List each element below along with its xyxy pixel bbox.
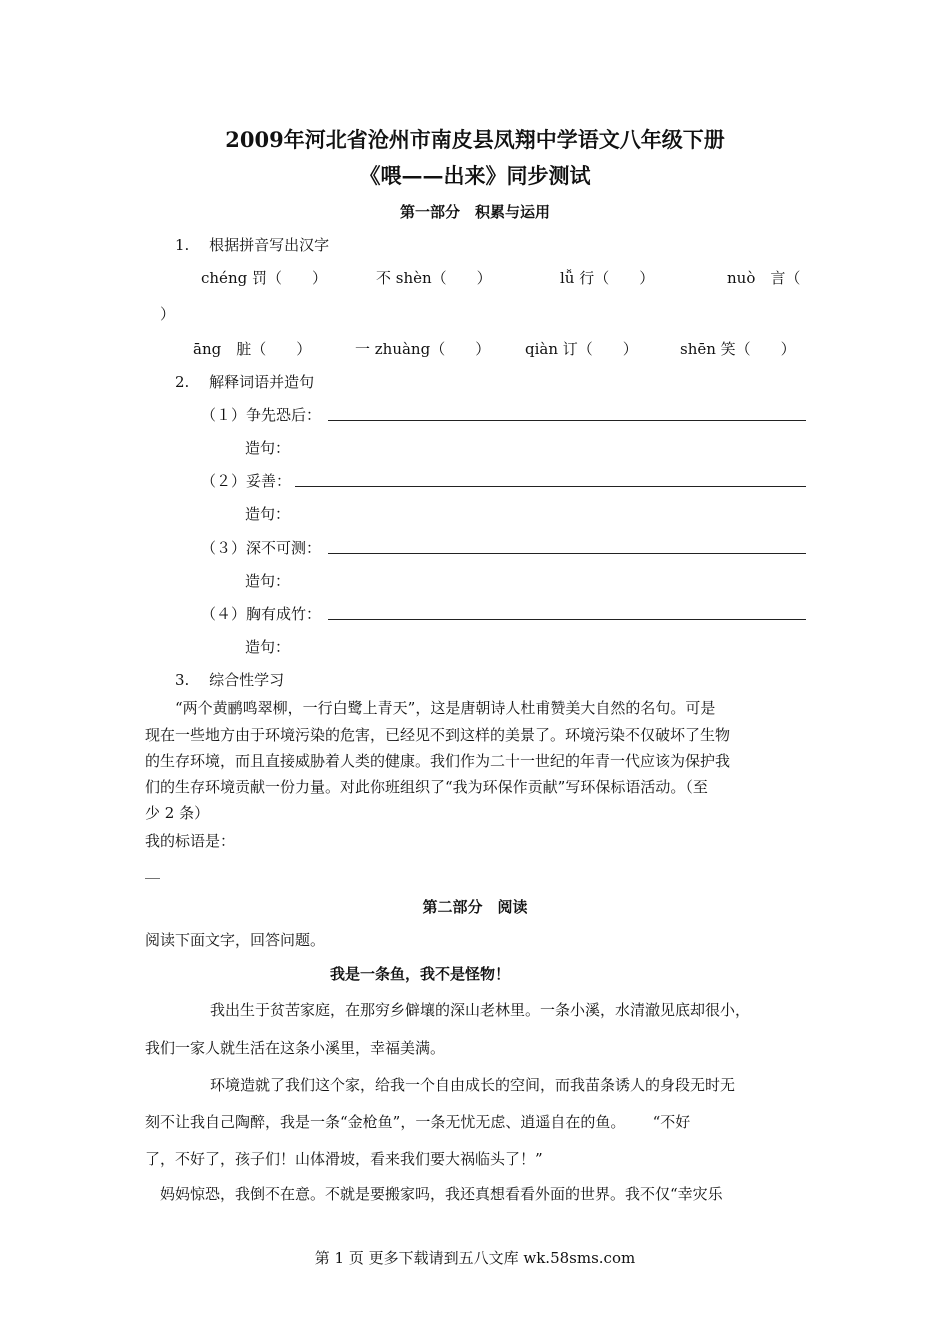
answer-line: [328, 619, 806, 620]
doc-title-line2: 《喂——出来》同步测试: [359, 163, 591, 188]
q2-label: 2. 解释词语并造句: [175, 373, 315, 391]
paragraph-line: 现在一些地方由于环境污染的危害，已经见不到这样的美景了。环境污染不仅破坏了生物: [145, 726, 731, 744]
paragraph-line: 们的生存环境贡献一份力量。对此你班组织了“我为环保作贡献”写环保标语活动。（至: [145, 778, 708, 796]
sentence-label: 造句：: [245, 572, 291, 590]
paragraph-line: 少 2 条）: [145, 804, 210, 822]
term-label: （２）妥善：: [201, 472, 292, 490]
story-line: 我们一家人就生活在这条小溪里，幸福美满。: [145, 1039, 446, 1057]
q1-label: 1. 根据拼音写出汉字: [175, 236, 330, 254]
sentence-label: 造句：: [245, 439, 291, 457]
story-title: 我是一条鱼，我不是怪物！: [330, 965, 511, 983]
doc-title-line1: 2009年河北省沧州市南皮县凤翔中学语文八年级下册: [225, 127, 725, 152]
part2-heading: 第二部分 阅读: [422, 898, 528, 916]
story-line: 妈妈惊恐，我倒不在意。不就是要搬家吗，我还真想看看外面的世界。我不仅“幸灾乐: [160, 1185, 723, 1203]
sentence-label: 造句：: [245, 638, 291, 656]
reading-instruction: 阅读下面文字，回答问题。: [145, 931, 326, 949]
slogan-dash: __: [145, 861, 160, 879]
answer-line: [295, 486, 806, 487]
pinyin-item: shēn 笑（ ）: [680, 340, 796, 358]
pinyin-item: nuò 言（: [727, 269, 801, 287]
sentence-label: 造句：: [245, 505, 291, 523]
paragraph-line: 的生存环境，而且直接威胁着人类的健康。我们作为二十一世纪的年青一代应该为保护我: [145, 752, 731, 770]
story-line: 刻不让我自己陶醉，我是一条“金枪鱼”，一条无忧无虑、逍遥自在的鱼。 “不好: [145, 1113, 691, 1131]
story-line: 我出生于贫苦家庭，在那穷乡僻壤的深山老林里。一条小溪，水清澈见底却很小，: [210, 1001, 751, 1019]
pinyin-item: chéng 罚（ ）: [201, 269, 327, 287]
pinyin-item: 不 shèn（ ）: [376, 269, 492, 287]
term-label: （３）深不可测：: [201, 539, 322, 557]
pinyin-item: āng 脏（ ）: [193, 340, 312, 358]
answer-line: [328, 553, 806, 554]
pinyin-item: qiàn 订（ ）: [525, 340, 638, 358]
pinyin-item: 一 zhuàng（ ）: [355, 340, 491, 358]
pinyin-wrap: ）: [160, 305, 176, 323]
term-label: （１）争先恐后：: [201, 406, 322, 424]
term-label: （４）胸有成竹：: [201, 605, 322, 623]
paragraph-line: “两个黄鹂鸣翠柳，一行白鹭上青天”，这是唐朝诗人杜甫赞美大自然的名句。可是: [175, 699, 716, 717]
page-footer: 第 1 页 更多下载请到五八文库 wk.58sms.com: [314, 1249, 636, 1267]
answer-line: [328, 420, 806, 421]
q3-label: 3. 综合性学习: [175, 671, 285, 689]
pinyin-item: lǚ 行（ ）: [560, 269, 655, 287]
slogan-label: 我的标语是：: [145, 832, 236, 850]
story-line: 了，不好了，孩子们！山体滑坡，看来我们要大祸临头了！”: [145, 1150, 543, 1168]
story-line: 环境造就了我们这个家，给我一个自由成长的空间，而我苗条诱人的身段无时无: [210, 1076, 736, 1094]
part1-heading: 第一部分 积累与运用: [399, 203, 550, 221]
